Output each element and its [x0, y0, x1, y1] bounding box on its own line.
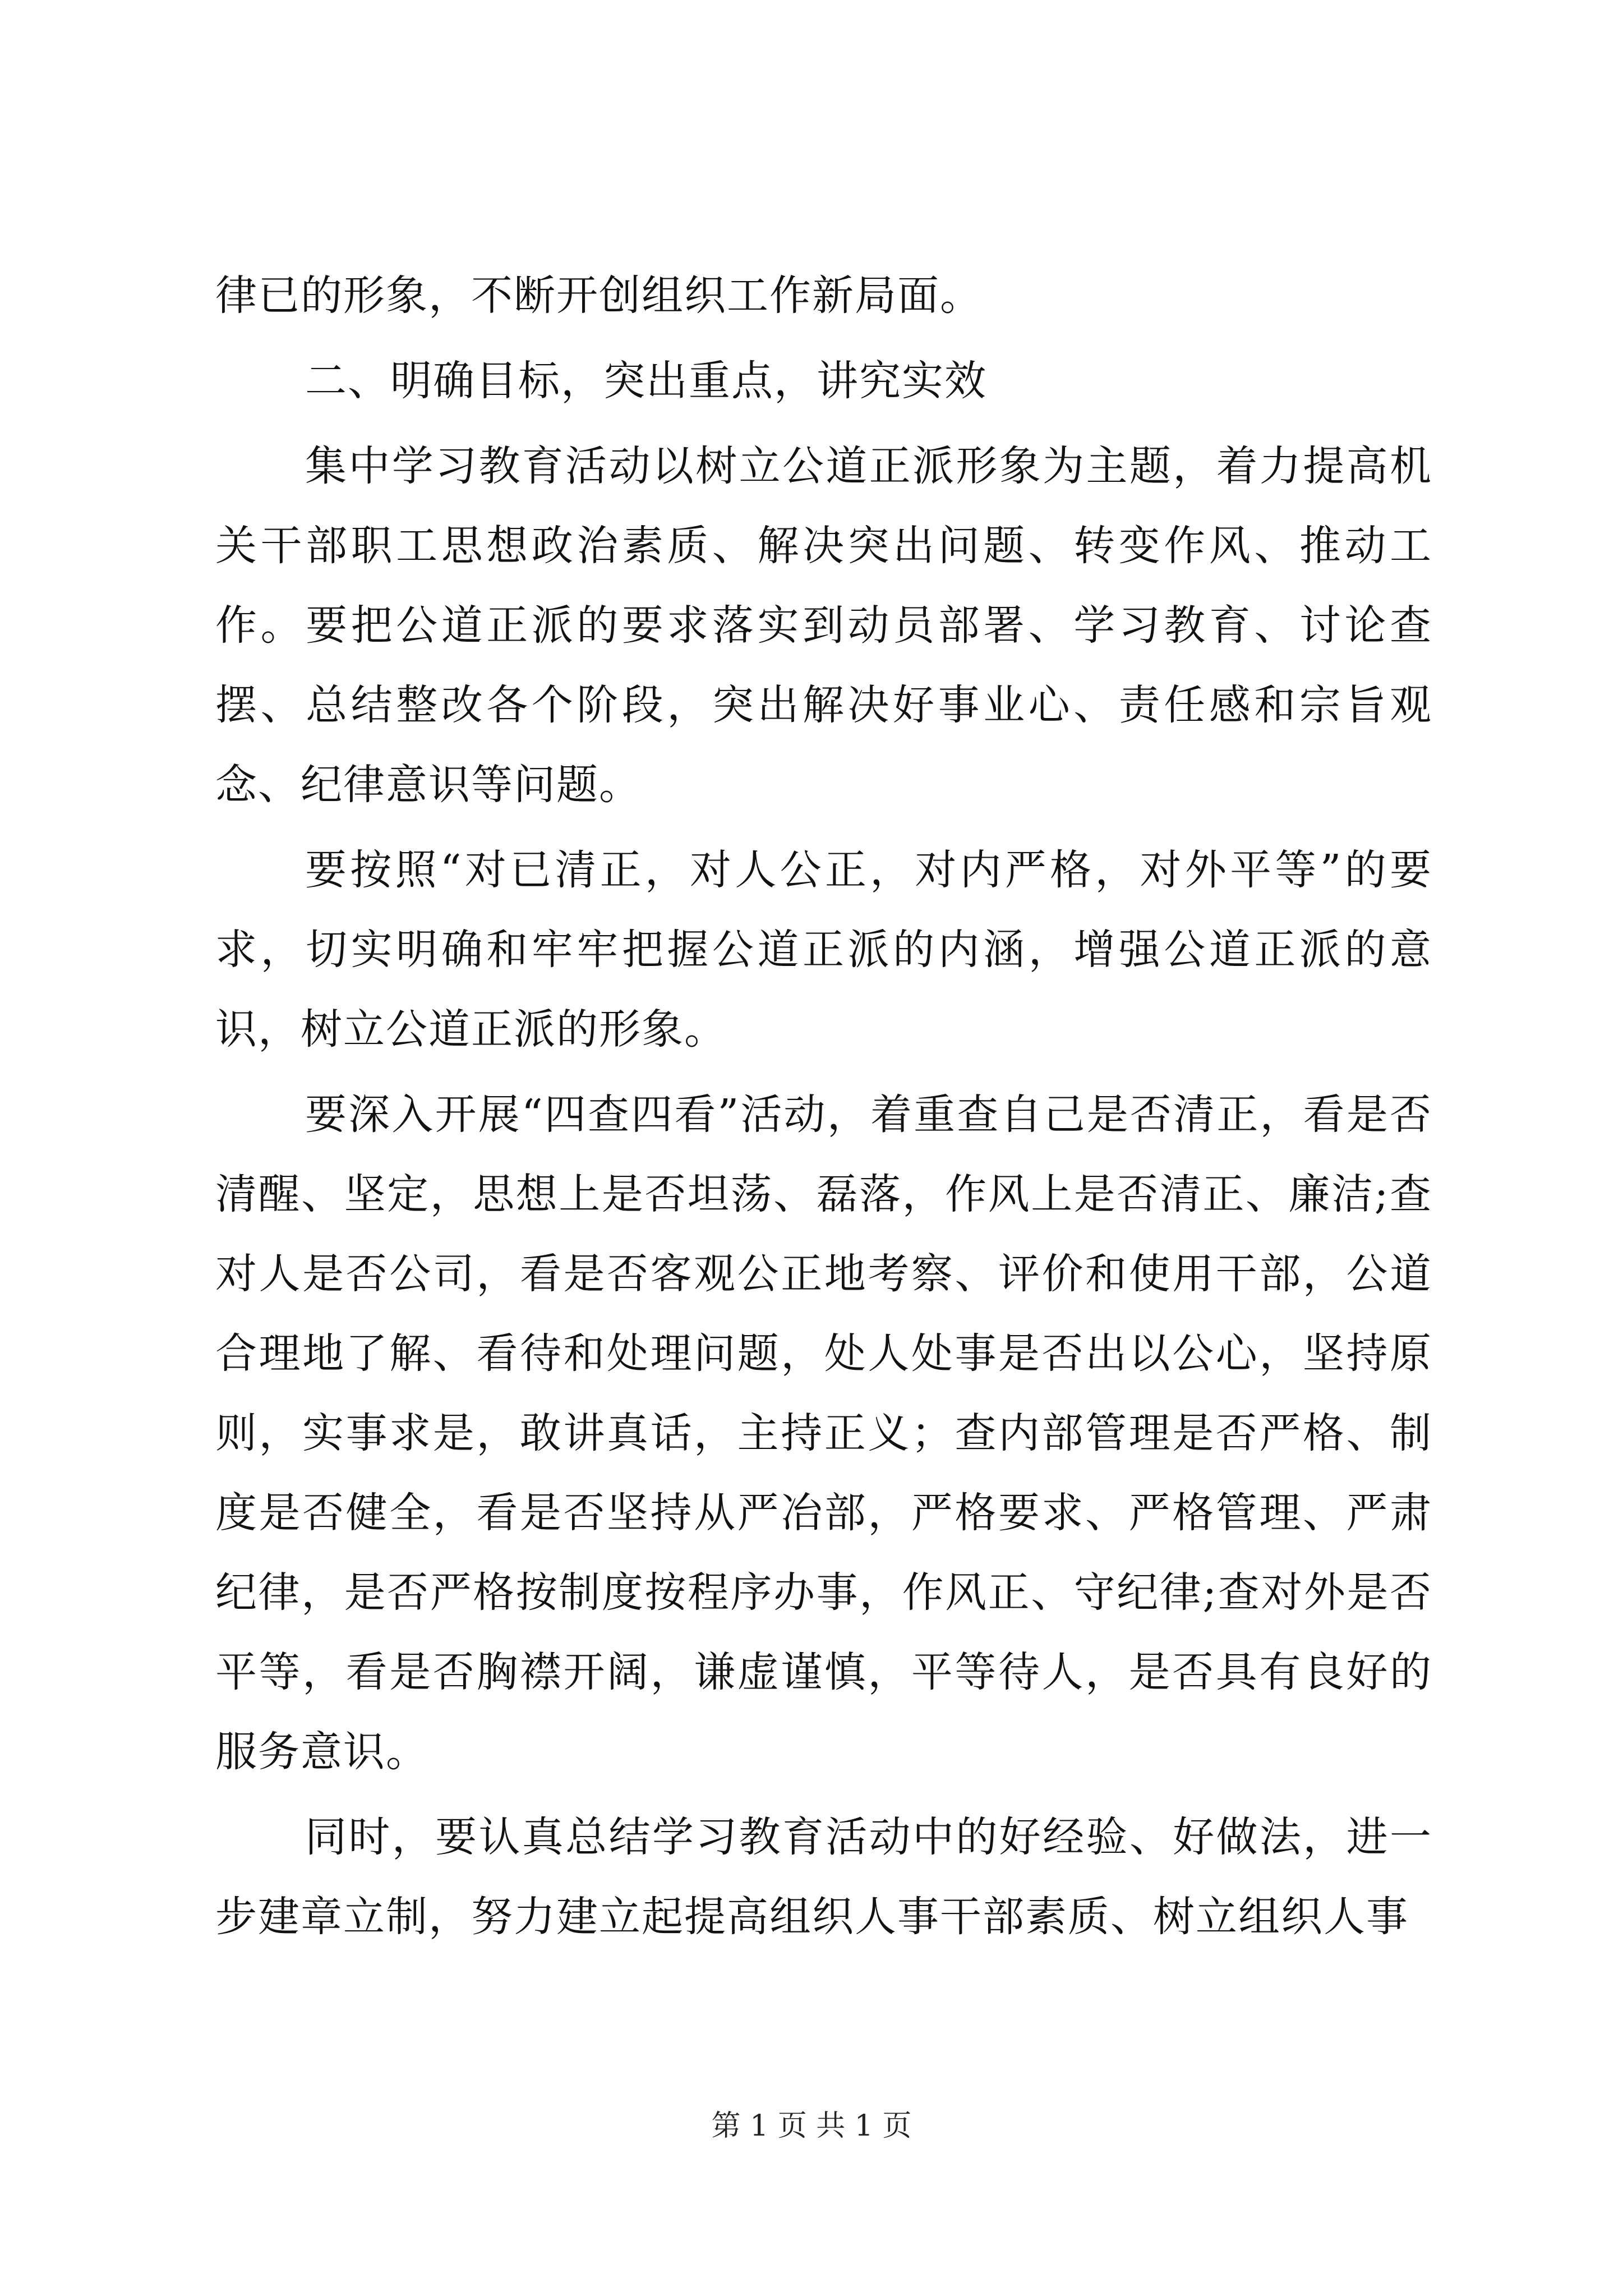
page-number-label: 第 1 页 共 1 页 [711, 2109, 912, 2143]
paragraph-continuation: 律已的形象，不断开创组织工作新局面。 [215, 272, 983, 320]
paragraph-theme: 集中学习教育活动以树立公道正派形象为主题，着力提高机关干部职工思想政治素质、解决突出问题、转变作风、推动工作。要把公道正派的要求落实到动员部署、学习教育、讨论查摆、总结整改各个阶段，突出解决好事业心、责任感和宗旨观念、纪律意识等问题。 [215, 442, 1432, 809]
section-heading: 二、明确目标，突出重点，讲究实效 [305, 357, 987, 405]
paragraph-requirements: 要按照“对已清正，对人公正，对内严格，对外平等”的要求，切实明确和牢牢把握公道正派的内涵，增强公道正派的意识，树立公道正派的形象。 [215, 846, 1432, 1053]
document-body [215, 256, 1432, 1957]
paragraph-four-checks: 要深入开展“四查四看”活动，着重查自己是否清正，看是否清醒、坚定，思想上是否坦荡、磊落，作风上是否清正、廉洁;查对人是否公司，看是否客观公正地考察、评价和使用干部，公道合理地了解、看待和处理问题，处人处事是否出以公心，坚持原则，实事求是，敢讲真话，主持正义；查内部管理是否严格、制度是否健全，看是否坚持从严冶部，严格要求、严格管理、严肃纪律，是否严格按制度按程序办事，作风正、守纪律;查对外是否平等，看是否胸襟开阔，谦虚谨慎，平等待人，是否具有良好的服务意识。 [215, 1091, 1432, 1776]
page-footer [0, 2106, 1623, 2146]
paragraph-summary: 同时，要认真总结学习教育活动中的好经验、好做法，进一步建章立制，努力建立起提高组织人事干部素质、树立组织人事 [215, 1813, 1432, 1941]
